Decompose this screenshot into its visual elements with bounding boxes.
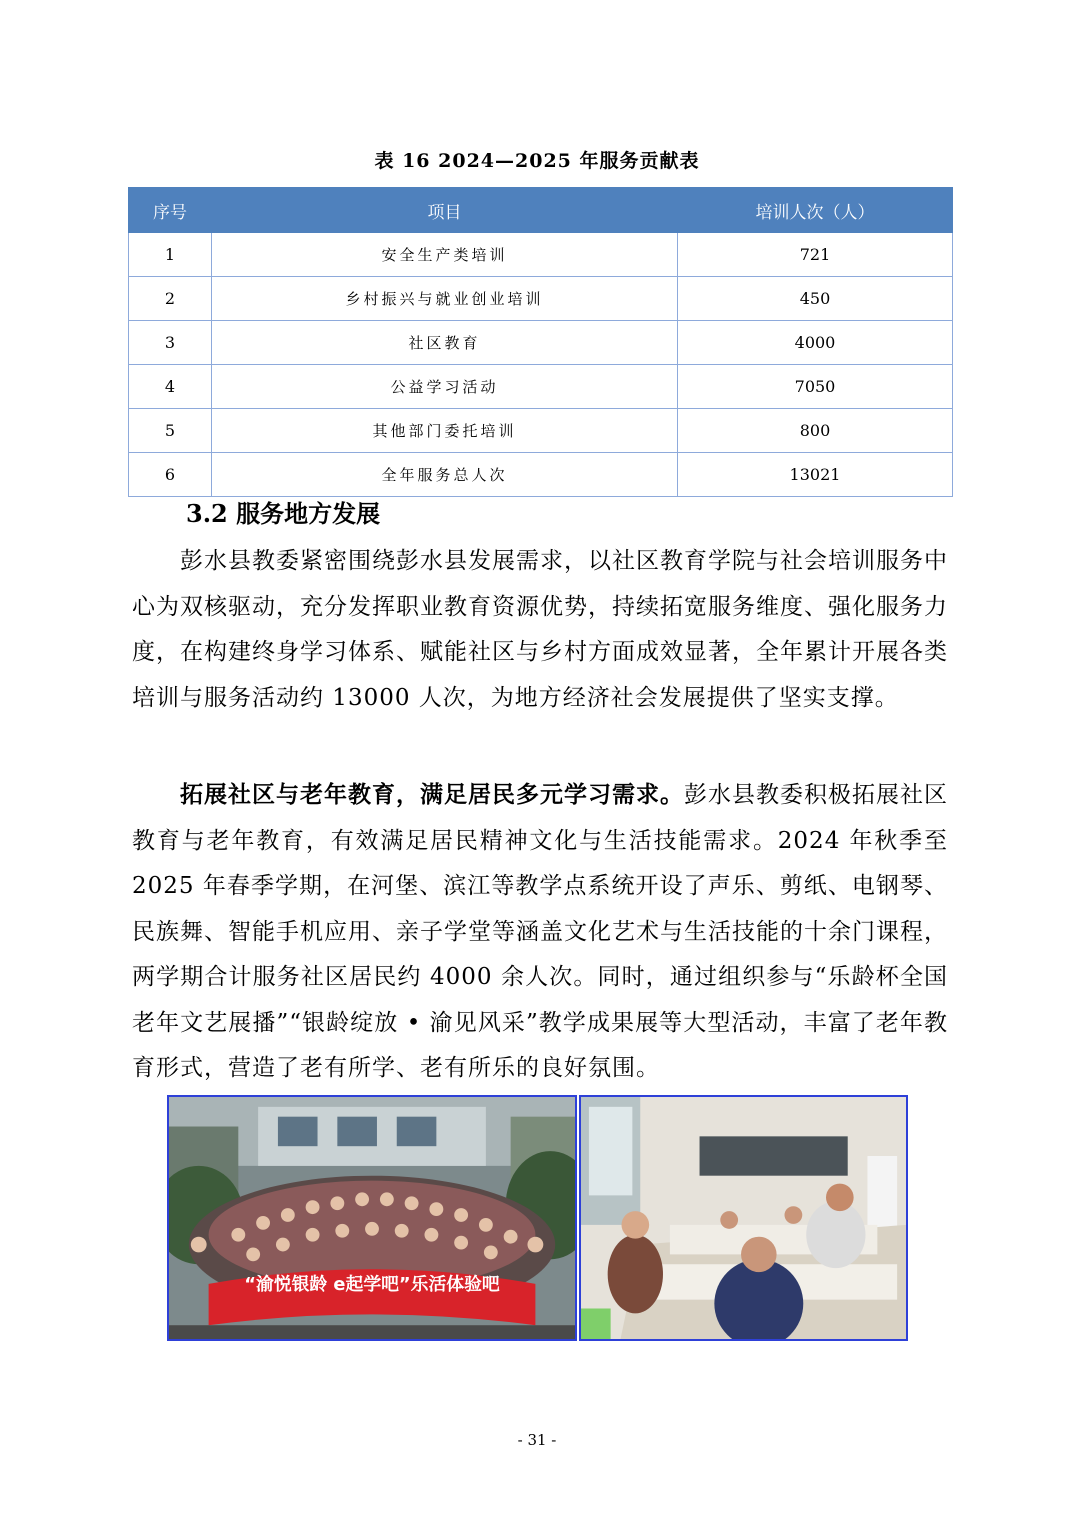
paragraph-body: 彭水县教委积极拓展社区教育与老年教育，有效满足居民精神文化与生活技能需求。2024 年秋季至 2025 年春季学期，在河堡、滨江等教学点系统开设了声乐、剪纸、电钢琴、民族舞、智能手机应用、亲子学堂等涵盖文化艺术与生活技能的十余门课程，两学期合计服务社区居民约 4000 余人次。同时，通过组织参与“乐龄杯全国老年文艺展播”“银龄绽放 • 渝见风采”教学成果展等大型活动，丰富了老年教育形式，营造了老有所学、老有所乐的良好氛围。 — [132, 782, 948, 1081]
cell-count: 13021 — [678, 453, 953, 497]
banner-text: “渝悦银龄 e起学吧”乐活体验吧 — [244, 1274, 500, 1295]
paragraph-lead-bold: 拓展社区与老年教育，满足居民多元学习需求。 — [180, 781, 684, 808]
service-contribution-table — [128, 187, 953, 497]
paragraph-community-education — [132, 772, 948, 1092]
table-row — [129, 365, 953, 409]
photo-group-event — [167, 1095, 577, 1341]
table-row — [129, 321, 953, 365]
cell-no: 4 — [129, 365, 212, 409]
page-number: - 31 - — [517, 1431, 557, 1449]
classroom-photo-illustration — [581, 1097, 906, 1339]
cell-no: 2 — [129, 277, 212, 321]
cell-item: 全年服务总人次 — [212, 453, 678, 497]
photo-classroom — [579, 1095, 908, 1341]
cell-no: 1 — [129, 233, 212, 277]
table-row — [129, 409, 953, 453]
table-row — [129, 453, 953, 497]
cell-count: 7050 — [678, 365, 953, 409]
cell-item: 安全生产类培训 — [212, 233, 678, 277]
table-row — [129, 277, 953, 321]
cell-no: 3 — [129, 321, 212, 365]
header-item: 项目 — [212, 188, 678, 233]
cell-count: 800 — [678, 409, 953, 453]
table-header-row — [129, 188, 953, 233]
cell-item: 乡村振兴与就业创业培训 — [212, 277, 678, 321]
table-row — [129, 233, 953, 277]
header-count: 培训人次（人） — [678, 188, 953, 233]
cell-count: 4000 — [678, 321, 953, 365]
cell-no: 6 — [129, 453, 212, 497]
section-heading: 3.2 服务地方发展 — [186, 499, 381, 528]
cell-no: 5 — [129, 409, 212, 453]
group-photo-illustration — [169, 1097, 575, 1339]
cell-item: 社区教育 — [212, 321, 678, 365]
cell-count: 721 — [678, 233, 953, 277]
cell-item: 其他部门委托培训 — [212, 409, 678, 453]
cell-item: 公益学习活动 — [212, 365, 678, 409]
paragraph-overview: 彭水县教委紧密围绕彭水县发展需求，以社区教育学院与社会培训服务中心为双核驱动，充分发挥职业教育资源优势，持续拓宽服务维度、强化服务力度，在构建终身学习体系、赋能社区与乡村方面成效显著，全年累计开展各类培训与服务活动约 13000 人次，为地方经济社会发展提供了坚实支撑。 — [132, 548, 948, 711]
table-title: 表 16 2024—2025 年服务贡献表 — [374, 150, 700, 172]
cell-count: 450 — [678, 277, 953, 321]
header-no: 序号 — [129, 188, 212, 233]
